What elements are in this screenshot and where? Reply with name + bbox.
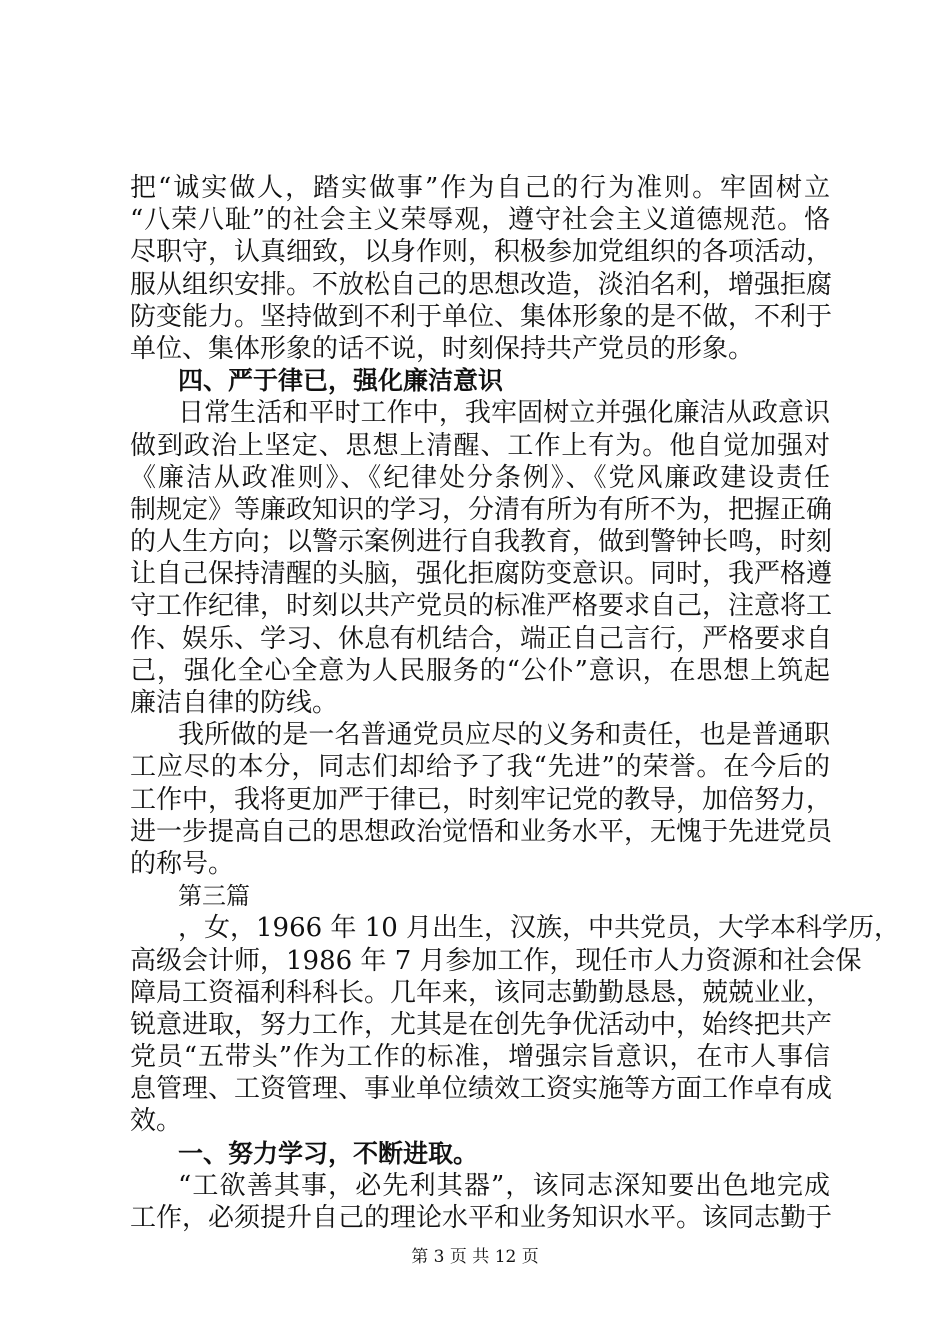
text-line: 工作中，我将更加严于律已，时刻牢记党的教导，加倍努力， <box>130 784 833 815</box>
text-line: 尽职守，认真细致，以身作则，积极参加党组织的各项活动， <box>130 237 833 268</box>
part-title: 第三篇 <box>178 882 250 911</box>
text-line: 的称号。 <box>130 848 235 879</box>
text-line: “工欲善其事，必先利其器”，该同志深知要出色地完成 <box>178 1170 830 1201</box>
paragraph-study <box>130 1170 833 1234</box>
section-heading-four: 四、严于律已，强化廉洁意识 <box>178 366 504 396</box>
text-line: 守工作纪律，时刻以共产党员的标准严格要求自己，注意将工 <box>130 591 833 622</box>
text-line: 廉洁自律的防线。 <box>130 688 339 718</box>
text-line: 己，强化全心全意为人民服务的“公仆”意识，在思想上筑起 <box>130 655 830 686</box>
paragraph-profile <box>130 912 901 1137</box>
text-line: 我所做的是一名普通党员应尽的义务和责任，也是普通职 <box>178 720 830 751</box>
text-line: 工应尽的本分，同志们却给予了我“先进”的荣誉。在今后的 <box>130 752 830 783</box>
text-line: 作、娱乐、学习、休息有机结合，端正自己言行，严格要求自 <box>130 623 833 654</box>
text-line: 防变能力。坚持做到不利于单位、集体形象的是不做，不利于 <box>130 301 833 332</box>
text-line: 单位、集体形象的话不说，时刻保持共产党员的形象。 <box>130 333 755 364</box>
text-line: 党员“五带头”作为工作的标准，增强宗旨意识，在市人事信 <box>130 1042 830 1073</box>
paragraph-closing <box>130 719 833 880</box>
page-footer: 第 3 页 共 12 页 <box>411 1247 539 1267</box>
text-line: 息管理、工资管理、事业单位绩效工资实施等方面工作卓有成 <box>130 1074 833 1105</box>
text-line: 《廉洁从政准则》、《纪律处分条例》、《党风廉政建设责任 <box>130 462 830 493</box>
text-line: 障局工资福利科科长。几年来，该同志勤勤恳恳，兢兢业业， <box>130 977 833 1008</box>
text-line: ，女，1966 年 10 月出生，汉族，中共党员，大学本科学历， <box>178 913 901 944</box>
text-line: 制规定》等廉政知识的学习，分清有所为有所不为，把握正确 <box>130 494 833 525</box>
text-line: 让自己保持清醒的头脑，强化拒腐防变意识。同时，我严格遵 <box>130 559 833 590</box>
text-line: “八荣八耻”的社会主义荣辱观，遵守社会主义道德规范。恪 <box>130 205 830 236</box>
text-line: 锐意进取，努力工作，尤其是在创先争优活动中，始终把共产 <box>130 1009 833 1040</box>
document-body <box>130 172 901 1234</box>
text-line: 的人生方向；以警示案例进行自我教育，做到警钟长鸣，时刻 <box>130 527 833 558</box>
text-line: 服从组织安排。不放松自己的思想改造，淡泊名利，增强拒腐 <box>130 269 833 300</box>
text-line: 日常生活和平时工作中，我牢固树立并强化廉洁从政意识 <box>178 398 830 429</box>
text-line: 做到政治上坚定、思想上清醒、工作上有为。他自觉加强对 <box>130 430 830 461</box>
text-line: 效。 <box>130 1106 183 1137</box>
paragraph-conduct <box>130 172 833 365</box>
section-heading-one: 一、努力学习，不断进取。 <box>178 1138 479 1168</box>
text-line: 把“诚实做人，踏实做事”作为自己的行为准则。牢固树立 <box>130 173 830 203</box>
text-line: 进一步提高自己的思想政治觉悟和业务水平，无愧于先进党员 <box>130 816 833 847</box>
paragraph-integrity <box>130 397 833 719</box>
text-line: 工作，必须提升自己的理论水平和业务知识水平。该同志勤于 <box>130 1203 833 1233</box>
text-line: 高级会计师，1986 年 7 月参加工作，现任市人力资源和社会保 <box>130 945 862 976</box>
